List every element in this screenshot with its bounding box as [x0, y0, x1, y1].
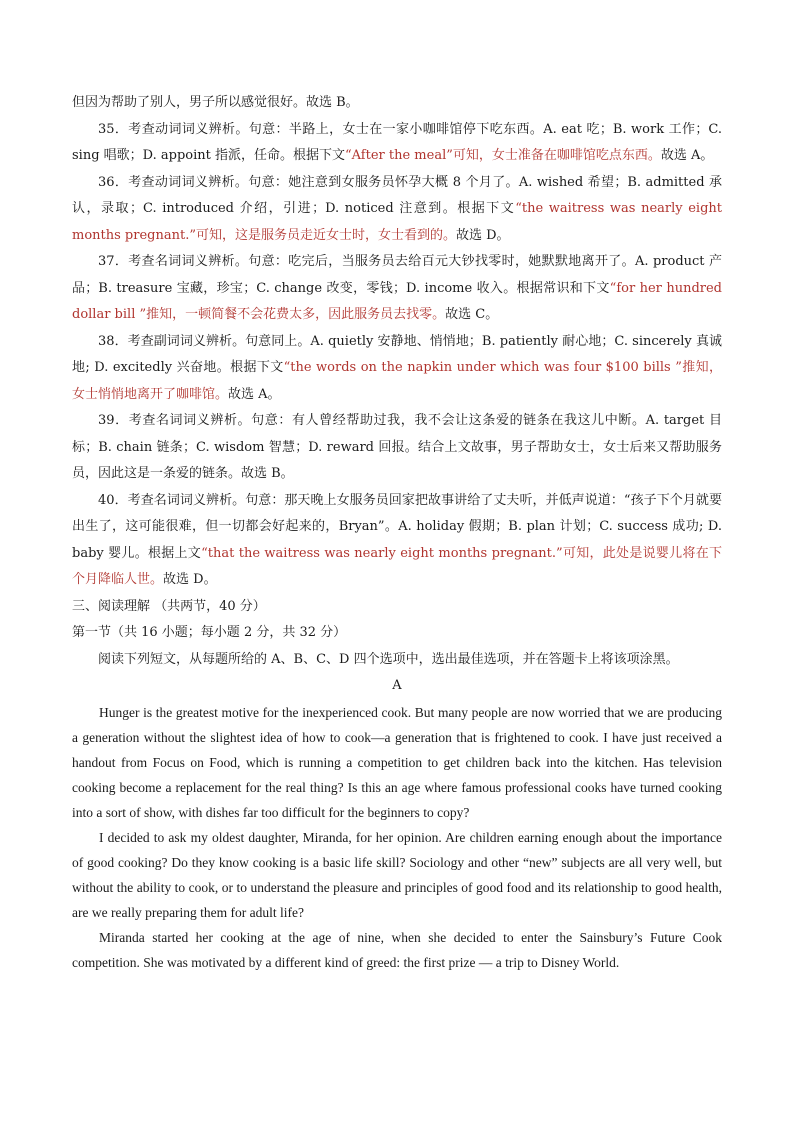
- answer-35-evidence: “After the meal”可知，女士准备在咖啡馆吃点东西。: [345, 148, 661, 163]
- answer-line: 但因为帮助了别人，男子所以感觉很好。故选 B。: [72, 95, 359, 110]
- reading-passage: [72, 700, 722, 975]
- answer-39: 39．考查名词词义辨析。句意：有人曾经帮助过我，我不会让这条爱的链条在我这儿中断。A. target 目标；B. chain 链条；C. wisdom 智慧；D. reward 回报。结合上文故事，男子帮助女士，女士后来又帮助服务员，因此这是一条爱的链条。故选 B。: [72, 413, 722, 481]
- answer-37-evidence: “for her hundred dollar bill ”推知，一顿简餐不会花费太多，因此服务员去找零。: [72, 280, 722, 322]
- section-heading: 三、阅读理解 （共两节，40 分）: [72, 598, 266, 614]
- passage-paragraph: Miranda started her cooking at the age of nine, when she decided to enter the Sainsbury’s Future Cook competition. She was motivated by a different kind of greed: the first prize — a trip to Disney World.: [72, 929, 722, 970]
- answer-38-evidence: “the words on the napkin under which was four $100 bills ”推知，女士悄悄地离开了咖啡馆。: [72, 360, 723, 402]
- passage-paragraph: I decided to ask my oldest daughter, Miranda, for her opinion. Are children earning enough about the importance of good cooking? Do they know cooking is a basic life skill? Sociology and other “new” subjects are all very well, but without the ability to cook, or to understand the pleasure and principles of good food and its relationship to good health, are we really preparing them for adult life?: [72, 829, 722, 920]
- answer-36: 36．考查动词词义辨析。句意：她注意到女服务员怀孕大概 8 个月了。A. wished 希望；B. admitted 承认，录取；C. introduced 介绍，引进；D. noticed 注意到。根据下文“the waitress was nearly eight months pregnant.”可知，这是服务员走近女士时，女士看到的。故选 D。: [72, 174, 722, 243]
- part-heading: 第一节（共 16 小题；每小题 2 分，共 32 分）: [72, 625, 347, 640]
- instruction-text: 阅读下列短文，从每题所给的 A、B、C、D 四个选项中，选出最佳选项，并在答题卡上将该项涂黑。: [98, 651, 679, 667]
- answer-36-evidence: “the waitress was nearly eight months pregnant.”可知，这是服务员走近女士时，女士看到的。: [72, 201, 722, 243]
- passage-paragraph: Hunger is the greatest motive for the inexperienced cook. But many people are now worried that we are producing a generation without the slightest idea of how to cook—a generation that is frightened to cook. I have just received a handout from Focus on Food, which is running a competition to get children back into the kitchen. Has television cooking become a replacement for the real thing? Is this an age where famous professional cooks have turned cooking into a sort of show, with dishes far too difficult for the beginners to copy?: [72, 704, 722, 820]
- answer-38: 38．考查副词词义辨析。句意同上。A. quietly 安静地、悄悄地；B. patiently 耐心地；C. sincerely 真诚地; D. excitedly 兴奋地。根据下文“the words on the napkin under which was four $100 bills ”推知，女士悄悄地离开了咖啡馆。故选 A。: [72, 333, 723, 402]
- answer-40-evidence: “that the waitress was nearly eight months pregnant.”可知，此处是说婴儿将在下个月降临人世。: [72, 545, 722, 587]
- passage-label: A: [392, 678, 402, 693]
- document-page: [72, 90, 722, 975]
- answer-37: 37．考查名词词义辨析。句意：吃完后，当服务员去给百元大钞找零时，她默默地离开了。A. product 产品；B. treasure 宝藏，珍宝；C. change 改变，零钱；D. income 收入。根据常识和下文“for her hundred dollar bill ”推知，一顿简餐不会花费太多，因此服务员去找零。故选 C。: [72, 254, 722, 322]
- answer-35: 35．考查动词词义辨析。句意：半路上，女士在一家小咖啡馆停下吃东西。A. eat 吃；B. work 工作；C. sing 唱歌；D. appoint 指派，任命。根据下文“After the meal”可知，女士准备在咖啡馆吃点东西。故选 A。: [72, 121, 722, 163]
- answer-40: 40．考查名词词义辨析。句意：那天晚上女服务员回家把故事讲给了丈夫听，并低声说道：“孩子下个月就要出生了，这可能很难，但一切都会好起来的，Bryan”。A. holiday 假期；B. plan 计划；C. success 成功; D. baby 婴儿。根据上文“that the waitress was nearly eight months pregnant.”可知，此处是说婴儿将在下个月降临人世。故选 D。: [72, 492, 722, 587]
